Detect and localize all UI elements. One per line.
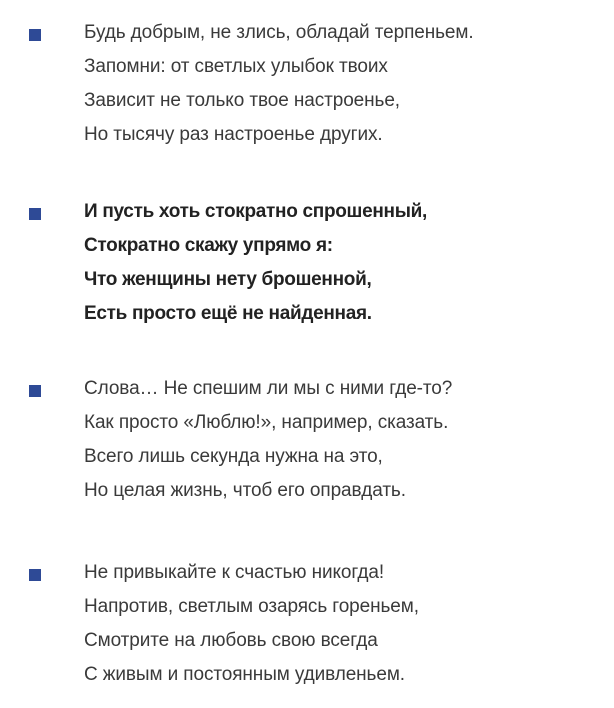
- stanza-lines: [84, 16, 609, 152]
- stanza-line: Но целая жизнь, чтоб его оправдать.: [84, 480, 406, 501]
- stanza-line: Стократно скажу упрямо я:: [84, 235, 333, 256]
- stanza-line: Напротив, светлым озарясь гореньем,: [84, 596, 419, 617]
- stanza-lines: [84, 195, 609, 331]
- stanza-line: Не привыкайте к счастью никогда!: [84, 562, 385, 583]
- stanza-line: Зависит не только твое настроенье,: [84, 90, 400, 111]
- stanza-line: Запомни: от светлых улыбок твоих: [84, 56, 388, 77]
- stanza-lines: [84, 556, 609, 692]
- square-bullet-icon: [29, 569, 41, 581]
- stanza-line: Есть просто ещё не найденная.: [84, 303, 372, 324]
- stanza-line: Будь добрым, не злись, обладай терпеньем.: [84, 22, 474, 43]
- stanza-line: Смотрите на любовь свою всегда: [84, 630, 378, 651]
- square-bullet-icon: [29, 29, 41, 41]
- stanza-line: Всего лишь секунда нужна на это,: [84, 446, 383, 467]
- stanza-line: Слова… Не спешим ли мы с ними где-то?: [84, 378, 453, 399]
- stanza-line: Как просто «Люблю!», например, сказать.: [84, 412, 449, 433]
- square-bullet-icon: [29, 385, 41, 397]
- stanza-line: И пусть хоть стократно спрошенный,: [84, 201, 427, 222]
- square-bullet-icon: [29, 208, 41, 220]
- stanza-line: Что женщины нету брошенной,: [84, 269, 372, 290]
- stanza-line: С живым и постоянным удивленьем.: [84, 664, 405, 685]
- stanza-line: Но тысячу раз настроенье других.: [84, 124, 383, 145]
- stanza-lines: [84, 372, 609, 508]
